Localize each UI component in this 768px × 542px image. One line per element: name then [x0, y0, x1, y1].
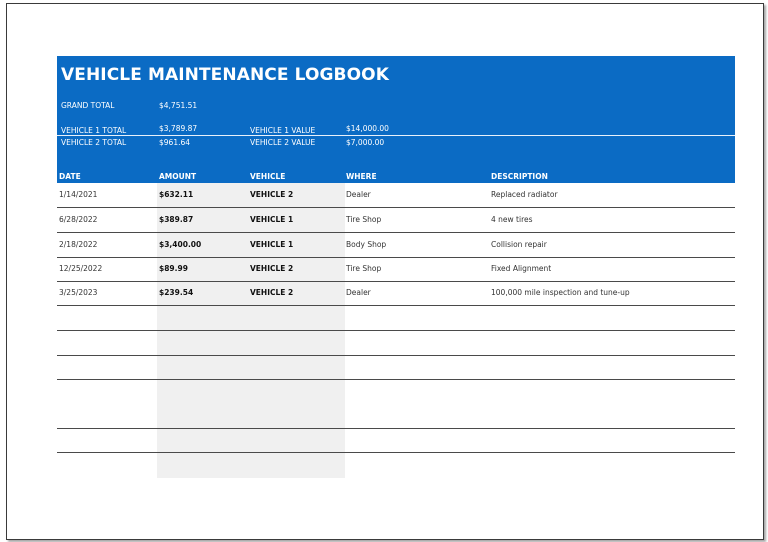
table-row[interactable]: [57, 208, 735, 233]
empty-table-row[interactable]: [57, 331, 735, 356]
cell-date: 2/18/2022: [59, 240, 98, 249]
vehicle1-value-label: VEHICLE 1 VALUE: [250, 126, 316, 135]
column-header-vehicle: VEHICLE: [250, 172, 286, 181]
cell-date: 6/28/2022: [59, 215, 98, 224]
cell-where: Tire Shop: [346, 264, 382, 273]
cell-amount: $3,400.00: [159, 240, 202, 249]
cell-where: Tire Shop: [346, 215, 382, 224]
table-row[interactable]: [57, 281, 735, 306]
column-header-date: DATE: [59, 172, 81, 181]
vehicle2-total-label: VEHICLE 2 TOTAL: [61, 138, 127, 147]
cell-amount: $239.54: [159, 288, 194, 297]
cell-date: 12/25/2022: [59, 264, 103, 273]
table-row[interactable]: [57, 233, 735, 258]
column-header-where: WHERE: [346, 172, 377, 181]
cell-description: Fixed Alignment: [491, 264, 552, 273]
page-title: VEHICLE MAINTENANCE LOGBOOK: [61, 65, 389, 85]
summary-divider: [57, 135, 735, 136]
cell-date: 1/14/2021: [59, 190, 98, 199]
cell-description: Collision repair: [491, 240, 547, 249]
cell-vehicle: VEHICLE 2: [250, 288, 294, 297]
cell-where: Dealer: [346, 288, 371, 297]
cell-where: Body Shop: [346, 240, 387, 249]
empty-table-row[interactable]: [57, 428, 735, 453]
vehicle1-total-value: $3,789.87: [159, 124, 198, 133]
cell-vehicle: VEHICLE 2: [250, 190, 294, 199]
cell-vehicle: VEHICLE 2: [250, 264, 294, 273]
cell-amount: $89.99: [159, 264, 188, 273]
cell-description: Replaced radiator: [491, 190, 558, 199]
header-banner: [57, 56, 735, 183]
cell-amount: $389.87: [159, 215, 194, 224]
table-row[interactable]: [57, 257, 735, 282]
vehicle2-value-label: VEHICLE 2 VALUE: [250, 138, 316, 147]
cell-vehicle: VEHICLE 1: [250, 240, 294, 249]
cell-vehicle: VEHICLE 1: [250, 215, 294, 224]
grand-total-label: GRAND TOTAL: [61, 101, 115, 110]
vehicle1-value-value: $14,000.00: [346, 124, 389, 133]
vehicle2-total-value: $961.64: [159, 138, 191, 147]
cell-date: 3/25/2023: [59, 288, 98, 297]
empty-table-row-tall[interactable]: [57, 356, 735, 404]
cell-where: Dealer: [346, 190, 371, 199]
document-page: [6, 3, 764, 540]
vehicle2-value-value: $7,000.00: [346, 138, 385, 147]
table-header-row: [57, 169, 735, 183]
grand-total-value: $4,751.51: [159, 101, 198, 110]
table-row[interactable]: [57, 183, 735, 208]
vehicle1-total-label: VEHICLE 1 TOTAL: [61, 126, 127, 135]
column-header-description: DESCRIPTION: [491, 172, 548, 181]
cell-description: 4 new tires: [491, 215, 533, 224]
cell-description: 100,000 mile inspection and tune-up: [491, 288, 630, 297]
empty-table-row[interactable]: [57, 306, 735, 331]
empty-table-row[interactable]: [57, 404, 735, 429]
column-header-amount: AMOUNT: [159, 172, 197, 181]
table-body: [57, 183, 735, 478]
cell-amount: $632.11: [159, 190, 194, 199]
